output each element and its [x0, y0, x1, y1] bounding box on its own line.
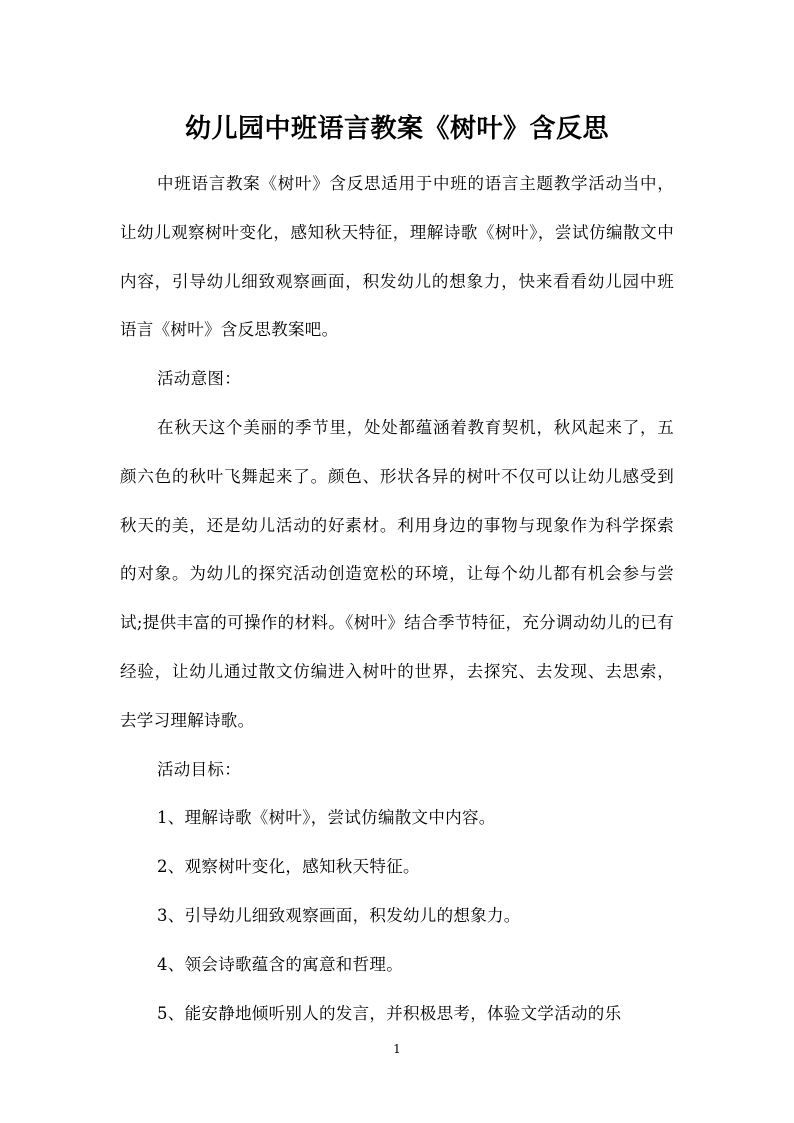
section-heading-intent: 活动意图：: [157, 369, 241, 389]
goal-item-1: 1、理解诗歌《树叶》，尝试仿编散文中内容。: [157, 808, 496, 828]
section-heading-goals: 活动目标：: [157, 759, 241, 779]
page-number: 1: [393, 1042, 401, 1056]
document-body: [120, 160, 674, 1038]
intro-paragraph: 中班语言教案《树叶》含反思适用于中班的语言主题教学活动当中，让幼儿观察树叶变化，感知秋天特征，理解诗歌《树叶》，尝试仿编散文中内容，引导幼儿细致观察画面，积发幼儿的想象力，快来看看幼儿园中班语言《树叶》含反思教案吧。: [120, 174, 674, 340]
goal-item-4: 4、领会诗歌蕴含的寓意和哲理。: [157, 954, 403, 974]
document-title: 幼儿园中班语言教案《树叶》含反思: [184, 114, 609, 145]
goal-item-5: 5、能安静地倾听别人的发言，并积极思考，体验文学活动的乐: [157, 1003, 622, 1023]
intent-paragraph: 在秋天这个美丽的季节里，处处都蕴涵着教育契机，秋风起来了，五颜六色的秋叶飞舞起来了。颜色、形状各异的树叶不仅可以让幼儿感受到秋天的美，还是幼儿活动的好素材。利用身边的事物与现象作为科学探索的对象。为幼儿的探究活动创造宽松的环境，让每个幼儿都有机会参与尝试;提供丰富的可操作的材料。《树叶》结合季节特征，充分调动幼儿的已有经验，让幼儿通过散文仿编进入树叶的世界，去探究、去发现、去思索，去学习理解诗歌。: [120, 417, 674, 730]
goal-item-3: 3、引导幼儿细致观察画面，积发幼儿的想象力。: [157, 905, 521, 925]
goal-item-2: 2、观察树叶变化，感知秋天特征。: [157, 857, 420, 877]
